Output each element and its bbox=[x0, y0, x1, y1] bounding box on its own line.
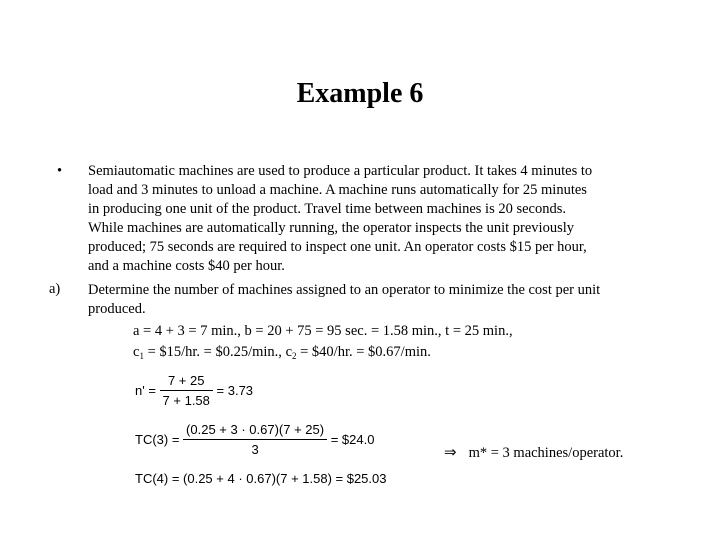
cost-rates-line bbox=[133, 344, 431, 361]
problem-line: in producing one unit of the product. Travel time between machines is 20 seconds. bbox=[88, 201, 567, 217]
n-prime-fraction bbox=[160, 373, 213, 408]
n-prime-denominator: 7 + 1.58 bbox=[162, 393, 210, 408]
tc3-lhs: TC(3) = bbox=[135, 432, 180, 447]
part-a-marker: a) bbox=[49, 281, 61, 297]
c2-subscript: 2 bbox=[292, 351, 297, 361]
problem-line: and a machine costs $40 per hour. bbox=[88, 258, 285, 274]
slide-title: Example 6 bbox=[296, 78, 424, 109]
conclusion bbox=[444, 443, 623, 462]
part-a-line: produced. bbox=[88, 301, 146, 317]
c1-label: c bbox=[133, 344, 140, 360]
conclusion-text: m* = 3 machines/operator. bbox=[468, 445, 624, 461]
tc3-result: = $24.0 bbox=[330, 432, 375, 447]
problem-line: load and 3 minutes to unload a machine. A machine runs automatically for 25 minutes bbox=[88, 182, 587, 198]
n-prime-numerator: 7 + 25 bbox=[160, 373, 213, 391]
c1-value: = $15/hr. = $0.25/min., bbox=[143, 344, 286, 360]
c2-value: = $40/hr. = $0.67/min. bbox=[296, 344, 431, 360]
c1-subscript: 1 bbox=[139, 351, 144, 361]
n-prime-result: = 3.73 bbox=[216, 383, 254, 398]
implies-arrow-icon: ⇒ bbox=[444, 443, 457, 461]
problem-statement bbox=[88, 162, 668, 276]
problem-line: produced; 75 seconds are required to inspect one unit. An operator costs $15 per hour, bbox=[88, 239, 587, 255]
given-values-line: a = 4 + 3 = 7 min., b = 20 + 75 = 95 sec. = 1.58 min., t = 25 min., bbox=[133, 323, 513, 339]
part-a-statement bbox=[88, 281, 668, 319]
tc3-formula bbox=[135, 422, 374, 457]
problem-line: Semiautomatic machines are used to produce a particular product. It takes 4 minutes to bbox=[88, 163, 593, 179]
c2-label: c bbox=[285, 344, 292, 360]
bullet-marker: • bbox=[57, 163, 63, 179]
problem-line: While machines are automatically running, the operator inspects the unit previously bbox=[88, 220, 575, 236]
tc4-formula: TC(4) = (0.25 + 4 · 0.67)(7 + 1.58) = $25.03 bbox=[135, 471, 387, 486]
tc3-fraction bbox=[183, 422, 327, 457]
tc3-denominator: 3 bbox=[251, 442, 259, 457]
n-prime-formula bbox=[135, 373, 253, 408]
part-a-line: Determine the number of machines assigned to an operator to minimize the cost per unit bbox=[88, 282, 601, 298]
n-prime-lhs: n' = bbox=[135, 383, 156, 398]
tc3-numerator: (0.25 + 3 · 0.67)(7 + 25) bbox=[183, 422, 327, 440]
